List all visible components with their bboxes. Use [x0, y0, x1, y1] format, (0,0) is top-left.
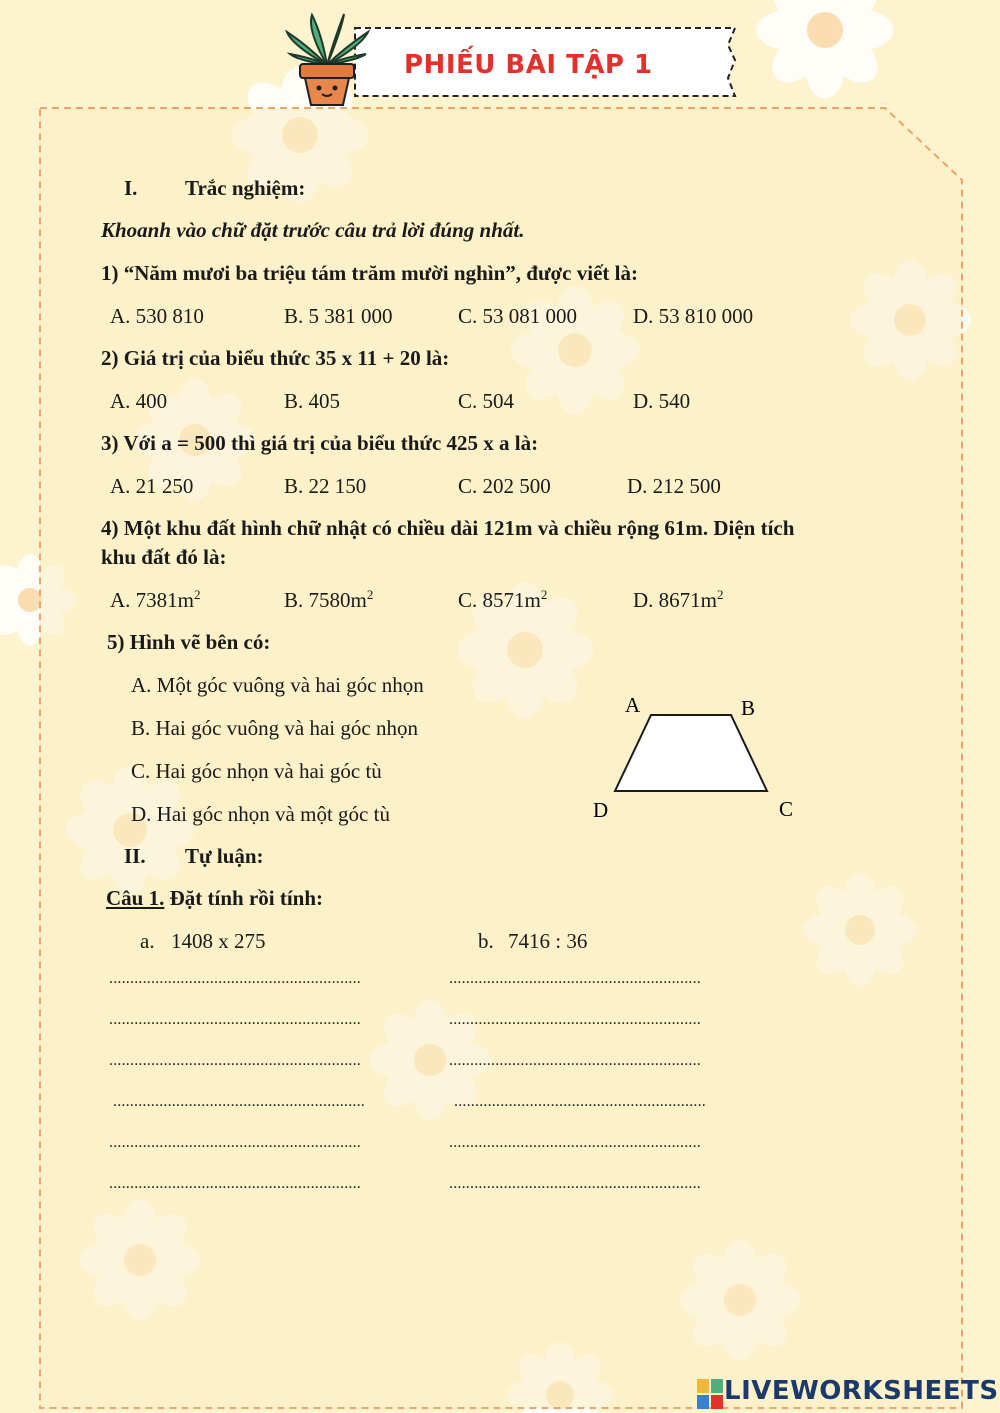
instruction-text: Khoanh vào chữ đặt trước câu trả lời đúng nhất. — [101, 218, 525, 242]
section2-number: II. — [124, 844, 146, 868]
q4-option-b[interactable]: B. $7580m^2$ — [284, 587, 374, 612]
q2-option-c[interactable]: C. 504 — [458, 389, 515, 413]
question-2: 2) Giá trị của biểu thức 35 x 11 + 20 là: — [101, 346, 450, 370]
exponent: 2 — [366, 587, 374, 602]
q3-option-a[interactable]: A. 21 250 — [110, 474, 194, 498]
vertex-label-b: B — [741, 696, 756, 720]
cau1-a-label: a. — [140, 929, 155, 953]
answer-line-right[interactable]: ............................................................ — [449, 1011, 701, 1028]
answer-line-left[interactable]: ............................................................ — [109, 970, 361, 987]
q1-option-c[interactable]: C. 53 081 000 — [458, 304, 578, 328]
plant-pot-icon — [282, 10, 372, 110]
question-4-line2: khu đất đó là: — [101, 545, 227, 569]
q1-option-a[interactable]: A. 530 810 — [110, 304, 204, 328]
worksheet-title: PHIẾU BÀI TẬP 1 — [404, 50, 653, 80]
cau1-label: Câu 1. — [106, 886, 165, 910]
question-1: 1) “Năm mươi ba triệu tám trăm mười nghìn”, được viết là: — [101, 261, 638, 285]
exponent: 2 — [540, 587, 548, 602]
cau1-a-expression: 1408 x 275 — [171, 929, 266, 953]
answer-line-left[interactable]: ............................................................ — [109, 1052, 361, 1069]
vertex-label-c: C — [779, 797, 794, 821]
q3-option-b[interactable]: B. 22 150 — [284, 474, 367, 498]
vertex-label-d: D — [593, 798, 609, 822]
exponent: 2 — [717, 587, 724, 602]
section1-heading: Trắc nghiệm: — [185, 176, 306, 200]
question-5: 5) Hình vẽ bên có: — [107, 630, 271, 654]
answer-line-right[interactable]: ............................................................ — [449, 1175, 701, 1192]
q1-option-b[interactable]: B. 5 381 000 — [284, 304, 393, 328]
question-3: 3) Với a = 500 thì giá trị của biểu thức 425 x a là: — [101, 431, 539, 455]
cau1-text: Đặt tính rồi tính: — [164, 886, 324, 910]
q4-option-d[interactable]: D. $8671m^2$ — [633, 587, 724, 612]
q3-option-c[interactable]: C. 202 500 — [458, 474, 551, 498]
answer-line-left[interactable]: ............................................................ — [109, 1175, 361, 1192]
question-4-line1: 4) Một khu đất hình chữ nhật có chiều dài 121m và chiều rộng 61m. Diện tích — [101, 516, 795, 540]
q5-option-d[interactable]: D. Hai góc nhọn và một góc tù — [131, 802, 390, 826]
trapezoid-figure — [585, 685, 810, 825]
q4-option-c[interactable]: C. $8571m^2$ — [458, 587, 548, 612]
q2-option-b[interactable]: B. 405 — [284, 389, 341, 413]
q2-option-a[interactable]: A. 400 — [110, 389, 168, 413]
section1-number: I. — [124, 176, 138, 200]
cau1-b-label: b. — [478, 929, 494, 953]
vertex-label-a: A — [625, 693, 641, 717]
answer-line-left[interactable]: ............................................................ — [113, 1093, 365, 1110]
answer-line-right[interactable]: ............................................................ — [449, 970, 701, 987]
section2-heading: Tự luận: — [185, 844, 264, 868]
cau1-b-expression: 7416 : 36 — [508, 929, 588, 953]
q5-option-c[interactable]: C. Hai góc nhọn và hai góc tù — [131, 759, 382, 783]
q4-option-a[interactable]: A. $7381m^2$ — [110, 587, 201, 612]
exponent: 2 — [194, 587, 201, 602]
q2-option-d[interactable]: D. 540 — [633, 389, 691, 413]
answer-line-right[interactable]: ............................................................ — [449, 1052, 701, 1069]
q5-option-b[interactable]: B. Hai góc vuông và hai góc nhọn — [131, 716, 418, 740]
answer-line-left[interactable]: ............................................................ — [109, 1134, 361, 1151]
liveworksheets-logo-icon — [697, 1379, 723, 1409]
answer-line-left[interactable]: ............................................................ — [109, 1011, 361, 1028]
q3-option-d[interactable]: D. 212 500 — [627, 474, 721, 498]
footer-brand[interactable]: LIVEWORKSHEETS — [724, 1376, 999, 1406]
q1-option-d[interactable]: D. 53 810 000 — [633, 304, 754, 328]
answer-line-right[interactable]: ............................................................ — [449, 1134, 701, 1151]
answer-line-right[interactable]: ............................................................ — [454, 1093, 706, 1110]
q5-option-a[interactable]: A. Một góc vuông và hai góc nhọn — [131, 673, 424, 697]
cau1-heading — [101, 884, 323, 912]
